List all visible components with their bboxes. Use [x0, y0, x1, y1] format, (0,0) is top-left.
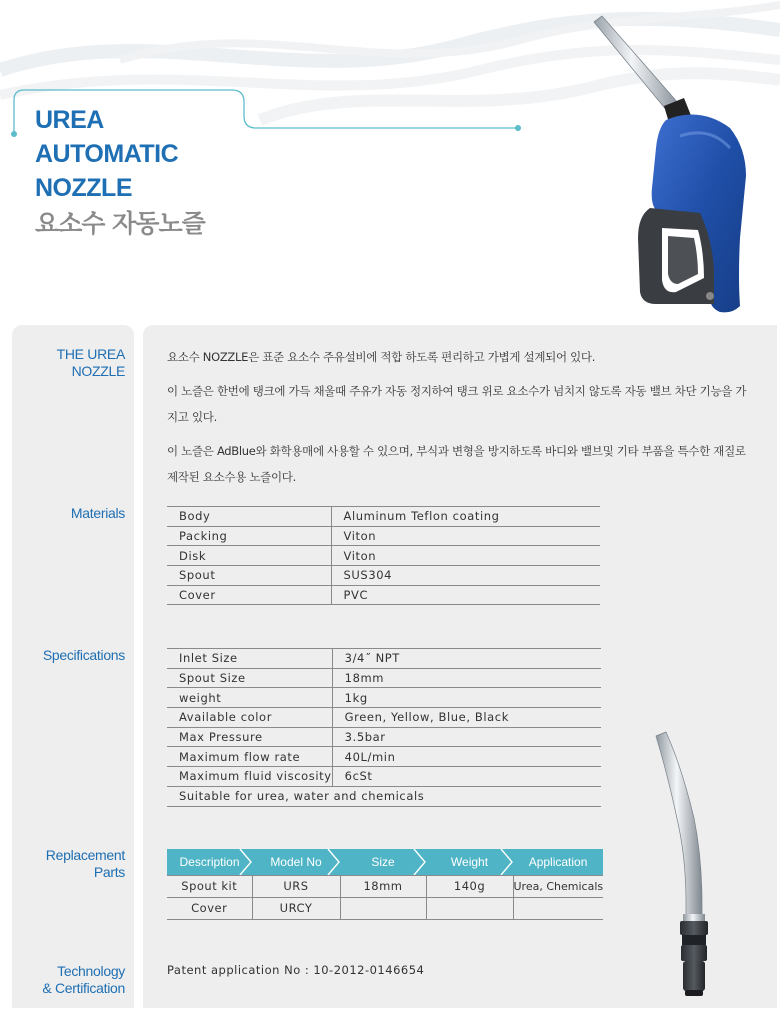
chevron-right-icon: [413, 849, 427, 875]
table-row: [167, 708, 601, 728]
table-value: 18mm: [332, 668, 601, 688]
label-line: Replacement: [45, 847, 125, 863]
column-header-label: Application: [528, 854, 588, 869]
label-line: Parts: [93, 864, 125, 880]
label-line: & Certification: [42, 980, 125, 996]
specifications-note: Suitable for urea, water and chemicals: [167, 786, 601, 806]
patent-number: Patent application No : 10-2012-0146654: [167, 963, 425, 977]
label-materials: Materials: [70, 505, 125, 521]
column-header-label: Size: [371, 854, 395, 869]
table-value: SUS304: [331, 566, 600, 586]
table-key: Max Pressure: [167, 727, 332, 747]
table-cell: [426, 897, 513, 919]
table-cell: 140g: [426, 875, 513, 897]
label-the-urea-nozzle: [57, 346, 125, 380]
column-header: [513, 849, 603, 875]
table-row: [167, 566, 600, 586]
label-technology-certification: [42, 963, 125, 997]
specifications-table: [167, 648, 601, 807]
description-paragraph: 이 노즐은 AdBlue와 화학용매에 사용할 수 있으며, 부식과 변형을 방지하도록 바디와 밸브및 기타 부품을 특수한 재질로 제작된 요소수용 노즐이다.: [167, 444, 746, 484]
table-key: Disk: [167, 546, 331, 566]
table-cell: [340, 897, 426, 919]
table-key: Available color: [167, 708, 332, 728]
table-cell: URCY: [252, 897, 340, 919]
column-header: [167, 849, 252, 875]
table-row: [167, 649, 601, 669]
chevron-right-icon: [239, 849, 253, 875]
column-header-label: Description: [179, 854, 240, 869]
column-header: [426, 849, 513, 875]
column-header: [340, 849, 426, 875]
table-value: 40L/min: [332, 747, 601, 767]
label-specifications: Specifications: [42, 647, 125, 663]
chevron-right-icon: [500, 849, 514, 875]
table-key: Maximum flow rate: [167, 747, 332, 767]
table-value: Viton: [331, 546, 600, 566]
label-replacement-parts: [46, 847, 125, 881]
materials-table: [167, 506, 600, 605]
table-row: [167, 688, 601, 708]
spout-kit-image: [650, 728, 720, 1000]
table-row: [167, 897, 603, 919]
chevron-right-icon: [327, 849, 341, 875]
nozzle-description: [167, 344, 757, 498]
title-en-line-2: AUTOMATIC: [35, 140, 179, 168]
table-row: [167, 585, 600, 605]
title-en-line-1: UREA: [35, 106, 104, 134]
table-row: [167, 767, 601, 787]
table-row: [167, 668, 601, 688]
label-line: THE UREA: [56, 346, 125, 362]
table-row: [167, 786, 601, 806]
description-paragraph: 이 노즐은 한번에 탱크에 가득 채울때 주유가 자동 정지하여 탱크 위로 요소수가 넘치지 않도록 자동 밸브 차단 기능을 가지고 있다.: [167, 384, 747, 424]
table-value: Green, Yellow, Blue, Black: [332, 708, 601, 728]
table-cell: URS: [252, 875, 340, 897]
table-row: [167, 875, 603, 897]
table-key: weight: [167, 688, 332, 708]
table-cell: [513, 897, 603, 919]
table-key: Body: [167, 507, 331, 527]
column-header: [252, 849, 340, 875]
table-cell: Urea, Chemicals: [513, 875, 603, 897]
table-key: Cover: [167, 585, 331, 605]
table-row: [167, 507, 600, 527]
table-key: Spout Size: [167, 668, 332, 688]
table-value: 3/4˝ NPT: [332, 649, 601, 669]
replacement-parts-table: [167, 849, 603, 920]
title-en-line-3: NOZZLE: [35, 174, 132, 202]
table-row: [167, 546, 600, 566]
table-value: 6cSt: [332, 767, 601, 787]
description-paragraph: 요소수 NOZZLE은 표준 요소수 주유설비에 적합 하도록 편리하고 가볍게 설계되어 있다.: [167, 350, 596, 364]
table-value: Aluminum Teflon coating: [331, 507, 600, 527]
urea-nozzle-image: [580, 8, 760, 316]
table-cell: 18mm: [340, 875, 426, 897]
table-row: [167, 747, 601, 767]
table-value: 1kg: [332, 688, 601, 708]
table-cell: Cover: [167, 897, 252, 919]
table-key: Spout: [167, 566, 331, 586]
column-header-label: Model No: [270, 854, 322, 869]
title-ko: 요소수 자동노즐: [35, 209, 205, 238]
page-title: [35, 103, 205, 243]
table-value: 3.5bar: [332, 727, 601, 747]
section-label-column: [12, 325, 134, 1008]
table-key: Inlet Size: [167, 649, 332, 669]
table-header-row: [167, 849, 603, 875]
table-row: [167, 727, 601, 747]
table-value: Viton: [331, 526, 600, 546]
table-key: Maximum fluid viscosity: [167, 767, 332, 787]
column-header-label: Weight: [450, 854, 489, 869]
table-key: Packing: [167, 526, 331, 546]
table-row: [167, 526, 600, 546]
label-line: Technology: [57, 963, 125, 979]
page-header: [0, 0, 780, 320]
table-cell: Spout kit: [167, 875, 252, 897]
label-line: NOZZLE: [71, 363, 125, 379]
table-value: PVC: [331, 585, 600, 605]
